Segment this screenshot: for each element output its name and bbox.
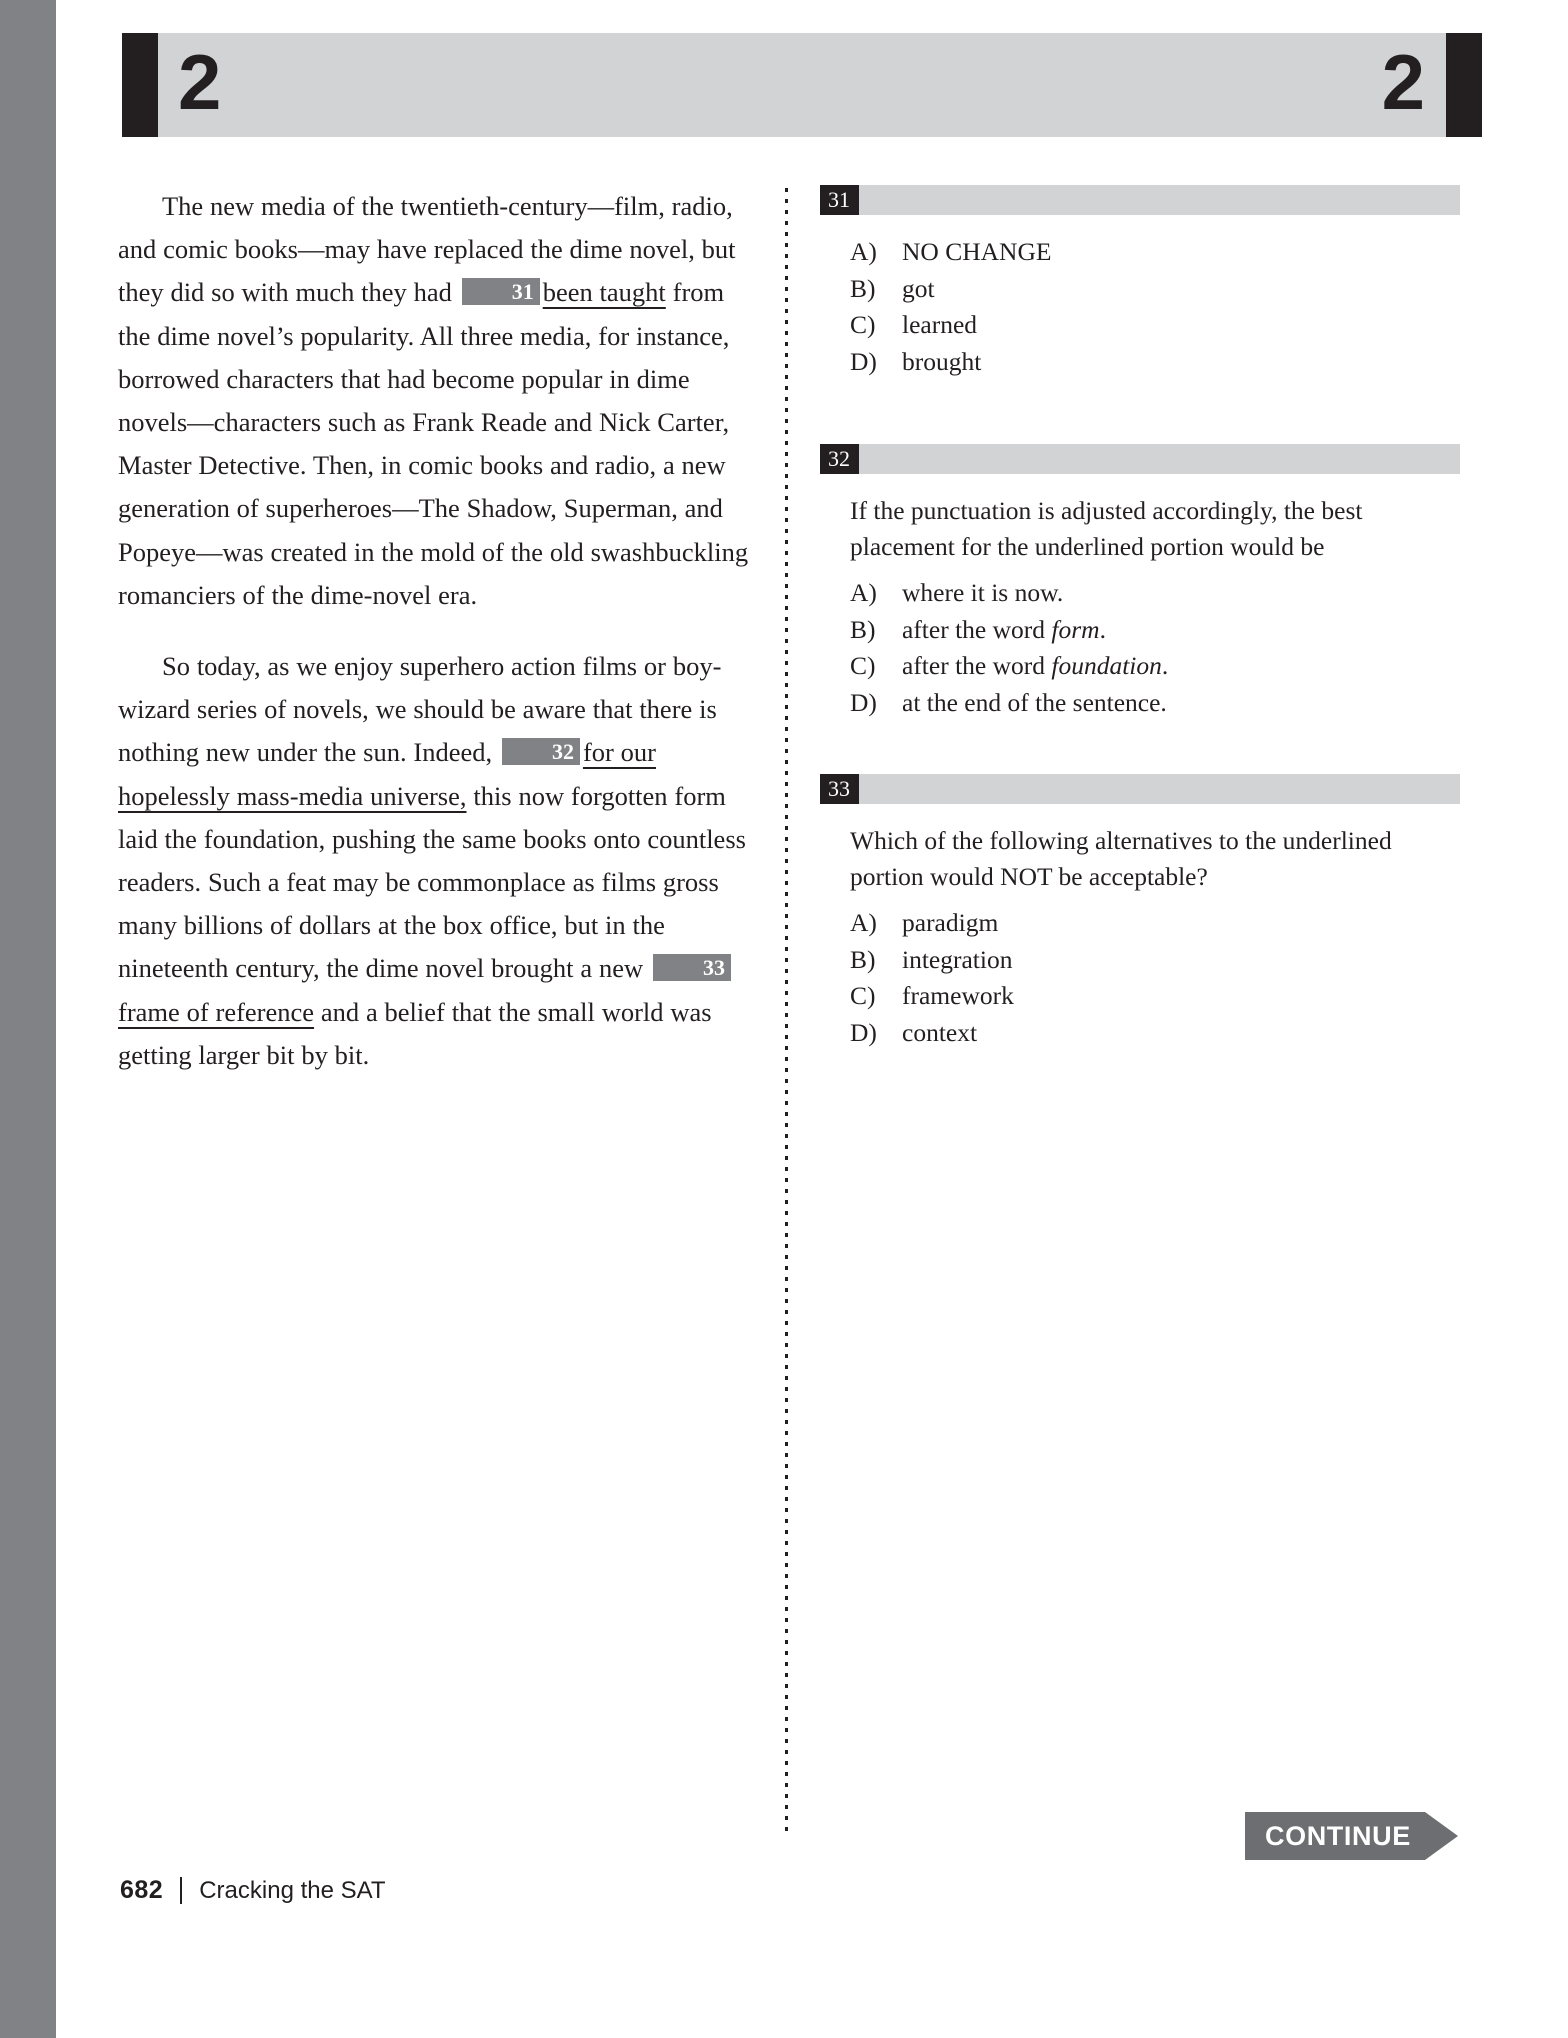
answer-choice-text bbox=[902, 613, 1460, 648]
answer-choice-text-run: after the word bbox=[902, 614, 1052, 644]
page-edge-band bbox=[0, 0, 56, 2038]
column-divider bbox=[785, 188, 788, 1836]
answer-choice-italic-word: foundation bbox=[1051, 651, 1162, 680]
question-number-bar bbox=[820, 444, 1460, 474]
answer-choice-text bbox=[902, 345, 1460, 380]
answer-choice[interactable] bbox=[850, 1015, 1460, 1052]
page-footer bbox=[120, 1876, 386, 1905]
answer-choice[interactable] bbox=[850, 685, 1460, 722]
question-reference-badge: 31 bbox=[462, 278, 540, 305]
answer-choice[interactable] bbox=[850, 575, 1460, 612]
answer-choice-list bbox=[820, 905, 1460, 1051]
underlined-portion: frame of reference bbox=[118, 996, 315, 1027]
answer-choice[interactable] bbox=[850, 942, 1460, 979]
answer-choice-letter: A) bbox=[850, 908, 877, 937]
question-number: 32 bbox=[820, 444, 859, 474]
continue-banner[interactable] bbox=[1245, 1812, 1458, 1860]
question-bar-fill bbox=[859, 444, 1460, 474]
question-number: 33 bbox=[820, 774, 859, 804]
passage-text-run: and a belief that the small world was getting larger bit by bit. bbox=[118, 996, 712, 1070]
answer-choice[interactable] bbox=[850, 648, 1460, 685]
answer-choice-text-run: framework bbox=[902, 981, 1014, 1010]
answer-choice[interactable] bbox=[850, 905, 1460, 942]
question-bar-fill bbox=[859, 774, 1460, 804]
answer-choice-text-run: brought bbox=[902, 346, 982, 376]
question-block bbox=[820, 444, 1460, 721]
section-header bbox=[122, 33, 1482, 137]
answer-choice-text bbox=[902, 1016, 1460, 1051]
answer-choice-text-run: at the end of the sentence. bbox=[902, 687, 1167, 717]
question-stem: Which of the following alternatives to the underlined portion would NOT be acceptable? bbox=[850, 826, 1392, 891]
answer-choice-text bbox=[902, 906, 1460, 941]
passage-column bbox=[118, 185, 750, 1105]
answer-choice[interactable] bbox=[850, 307, 1460, 344]
question-number-bar bbox=[820, 185, 1460, 215]
section-number-right: 2 bbox=[1381, 38, 1424, 126]
passage-text-run: So today, as we enjoy superhero action films or boy-wizard series of novels, we should be aware that there is nothing new under the sun. Indeed, bbox=[118, 651, 722, 768]
answer-choice-letter: A) bbox=[850, 578, 877, 607]
answer-choice[interactable] bbox=[850, 978, 1460, 1015]
question-number: 31 bbox=[820, 185, 859, 215]
answer-choice-text bbox=[902, 272, 1460, 307]
question-block bbox=[820, 774, 1460, 1051]
continue-body[interactable] bbox=[1245, 1812, 1425, 1860]
answer-choice-text-run: got bbox=[902, 273, 935, 303]
answer-choice-letter: B) bbox=[850, 273, 876, 303]
passage-text-run: this now forgotten form laid the foundation, pushing the same books onto countless readers. Such a feat may be commonplace as films gross many billions of dollars at the box office, but in the nineteenth century, the dime novel brought a new bbox=[118, 780, 746, 984]
header-field bbox=[158, 33, 1446, 137]
answer-choice-text bbox=[902, 979, 1460, 1014]
answer-choice-letter: D) bbox=[850, 346, 877, 376]
answer-choice-text-tail: . bbox=[1099, 614, 1106, 644]
answer-choice-italic-word: form bbox=[1051, 614, 1100, 644]
passage-paragraph bbox=[118, 185, 750, 617]
answer-choice-text-run: learned bbox=[902, 310, 978, 339]
answer-choice-text bbox=[902, 576, 1460, 611]
answer-choice-letter: B) bbox=[850, 944, 876, 974]
question-reference-badge: 32 bbox=[502, 738, 580, 765]
answer-choice-letter: D) bbox=[850, 687, 877, 717]
answer-choice[interactable] bbox=[850, 344, 1460, 381]
answer-choice-letter: C) bbox=[850, 651, 876, 680]
questions-column bbox=[820, 185, 1460, 1101]
answer-choice-letter: B) bbox=[850, 614, 876, 644]
answer-choice-text-run: where it is now. bbox=[902, 578, 1064, 607]
answer-choice-text bbox=[902, 649, 1460, 684]
answer-choice-letter: C) bbox=[850, 981, 876, 1010]
answer-choice-text bbox=[902, 943, 1460, 978]
question-block bbox=[820, 185, 1460, 380]
passage-text-run: The new media of the twentieth-century—film, radio, and comic books—may have replaced the dime novel, but they did so with much they had bbox=[118, 191, 736, 308]
answer-choice[interactable] bbox=[850, 612, 1460, 649]
answer-choice-text-run: paradigm bbox=[902, 908, 999, 937]
answer-choice-text-run: NO CHANGE bbox=[902, 237, 1052, 266]
answer-choice[interactable] bbox=[850, 271, 1460, 308]
answer-choice-text-tail: . bbox=[1161, 651, 1169, 680]
answer-choice-text-run: integration bbox=[902, 944, 1013, 974]
section-number-left: 2 bbox=[178, 38, 221, 126]
underlined-portion: been taught bbox=[542, 277, 666, 308]
answer-choice-letter: C) bbox=[850, 310, 876, 339]
header-left-rule bbox=[122, 33, 158, 137]
passage-text-run: from the dime novel’s popularity. All three media, for instance, borrowed characters that had become popular in dime novels—characters such as Frank Reade and Nick Carter, Master Detective. Then, in comic books and radio, a new generation of superheroes—The Shadow, Superman, and Popeye—was created in the mold of the old swashbuckling romanciers of the dime-novel era. bbox=[118, 277, 749, 610]
footer-separator bbox=[180, 1877, 182, 1904]
footer-book-title: Cracking the SAT bbox=[199, 1876, 386, 1904]
underlined-portion: for our hopelessly mass-media universe, bbox=[118, 737, 657, 811]
footer-page-number: 682 bbox=[120, 1876, 164, 1904]
continue-label: CONTINUE bbox=[1265, 1820, 1411, 1851]
passage-paragraph bbox=[118, 645, 750, 1077]
answer-choice-letter: D) bbox=[850, 1017, 877, 1047]
continue-arrow-icon bbox=[1425, 1812, 1458, 1860]
answer-choice-list bbox=[820, 575, 1460, 721]
answer-choice-text bbox=[902, 235, 1460, 270]
question-reference-badge: 33 bbox=[653, 954, 731, 981]
question-bar-fill bbox=[859, 185, 1460, 215]
answer-choice-list bbox=[820, 234, 1460, 380]
answer-choice-text-run: after the word bbox=[902, 651, 1052, 680]
answer-choice-text bbox=[902, 686, 1460, 721]
answer-choice[interactable] bbox=[850, 234, 1460, 271]
answer-choice-text bbox=[902, 308, 1460, 343]
passage-text bbox=[118, 185, 750, 1077]
answer-choice-letter: A) bbox=[850, 237, 877, 266]
answer-choice-text-run: context bbox=[902, 1017, 978, 1047]
header-right-rule bbox=[1446, 33, 1482, 137]
question-number-bar bbox=[820, 774, 1460, 804]
question-stem: If the punctuation is adjusted accordingly, the best placement for the underlined portion would be bbox=[850, 496, 1363, 561]
